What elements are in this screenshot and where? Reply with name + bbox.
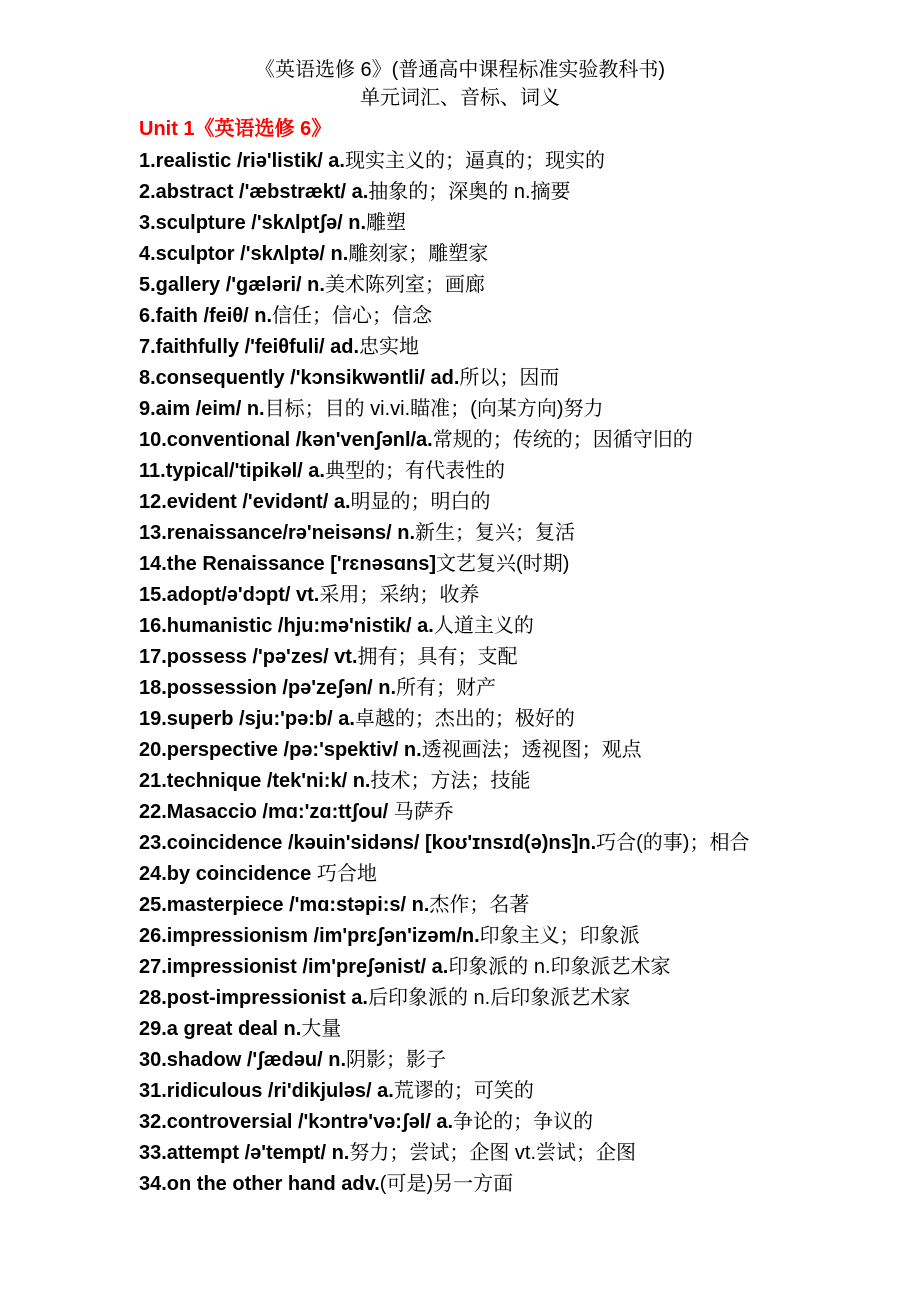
entry-meaning: 拥有；具有；支配 <box>357 646 518 668</box>
vocabulary-entry <box>139 580 789 611</box>
vocabulary-entry <box>139 890 789 921</box>
entry-word-phonetic: 17.possess /'pə'zes/ vt. <box>139 646 358 668</box>
vocabulary-entry <box>139 642 789 673</box>
entry-meaning: 巧合(的事)；相合 <box>596 832 750 854</box>
entry-word-phonetic: 2.abstract /'æbstrækt/ a. <box>139 181 369 203</box>
entry-word-phonetic: 28.post-impressionist a. <box>139 987 368 1009</box>
vocabulary-entry <box>139 425 789 456</box>
entry-meaning: 新生；复兴；复活 <box>415 522 576 544</box>
vocabulary-entry <box>139 487 789 518</box>
entry-word-phonetic: 5.gallery /'gæləri/ n. <box>139 274 325 296</box>
entry-meaning: 明显的；明白的 <box>350 491 491 513</box>
vocabulary-entry <box>139 1045 789 1076</box>
entry-meaning: 信任；信心；信念 <box>272 305 433 327</box>
entry-meaning: 技术；方法；技能 <box>370 770 531 792</box>
entry-word-phonetic: 8.consequently /'kɔnsikwəntli/ ad. <box>139 367 460 389</box>
entry-meaning: 目标；目的 vi.vi.瞄准；(向某方向)努力 <box>264 398 604 420</box>
entry-meaning: 印象主义；印象派 <box>479 925 640 947</box>
entry-meaning: 雕刻家；雕塑家 <box>348 243 489 265</box>
entry-meaning: 现实主义的；逼真的；现实的 <box>345 150 605 172</box>
entry-meaning: 雕塑 <box>366 212 407 234</box>
entry-word-phonetic: 14.the Renaissance ['rɛnəsɑns] <box>139 553 437 575</box>
vocabulary-entry <box>139 921 789 952</box>
vocabulary-entry <box>139 952 789 983</box>
entry-word-phonetic: 13.renaissance/rə'neisəns/ n. <box>139 522 416 544</box>
entry-word-phonetic: 30.shadow /'ʃædəu/ n. <box>139 1049 347 1071</box>
entry-word-phonetic: 32.controversial /'kɔntrə'və:ʃəl/ a. <box>139 1111 454 1133</box>
vocabulary-entry <box>139 1107 789 1138</box>
entry-word-phonetic: 11.typical/'tipikəl/ a. <box>139 460 325 482</box>
vocabulary-entry <box>139 673 789 704</box>
entry-word-phonetic: 33.attempt /ə'tempt/ n. <box>139 1142 350 1164</box>
vocabulary-entry <box>139 394 789 425</box>
document-title: 《英语选修 6》(普通高中课程标准实验教科书) <box>255 59 665 81</box>
entry-word-phonetic: 18.possession /pə'zeʃən/ n. <box>139 677 397 699</box>
vocabulary-entry <box>139 797 789 828</box>
entry-word-phonetic: 15.adopt/ə'dɔpt/ vt. <box>139 584 320 606</box>
entry-word-phonetic: 10.conventional /kən'venʃənl/a. <box>139 429 433 451</box>
entry-word-phonetic: 26.impressionism /im'prɛʃən'izəm/n. <box>139 925 480 947</box>
entry-meaning: 透视画法；透视图；观点 <box>421 739 642 761</box>
vocabulary-entry <box>139 332 789 363</box>
entry-word-phonetic: 1.realistic /riə'listik/ a. <box>139 150 345 172</box>
vocabulary-entry <box>139 828 789 859</box>
vocabulary-entry <box>139 859 789 890</box>
entry-word-phonetic: 25.masterpiece /'mɑ:stəpi:s/ n. <box>139 894 430 916</box>
entry-meaning: 所有；财产 <box>396 677 497 699</box>
vocabulary-entry <box>139 766 789 797</box>
entry-meaning: 文艺复兴(时期) <box>436 553 570 575</box>
document-subtitle: 单元词汇、音标、词义 <box>360 87 560 109</box>
entry-word-phonetic: 22.Masaccio /mɑ:'zɑ:ttʃou/ <box>139 801 394 823</box>
vocabulary-entry <box>139 177 789 208</box>
vocabulary-entry <box>139 270 789 301</box>
entry-meaning: 所以；因而 <box>459 367 560 389</box>
entry-word-phonetic: 12.evident /'evidənt/ a. <box>139 491 351 513</box>
entry-meaning: 典型的；有代表性的 <box>324 460 505 482</box>
entry-word-phonetic: 23.coincidence /kəuin'sidəns/ [koʊ'ɪnsɪd(ə)ns]n. <box>139 832 597 854</box>
entry-meaning: 争论的；争议的 <box>453 1111 594 1133</box>
entry-word-phonetic: 24.by coincidence <box>139 863 317 885</box>
entry-word-phonetic: 19.superb /sju:'pə:b/ a. <box>139 708 355 730</box>
entry-word-phonetic: 4.sculptor /'skʌlptə/ n. <box>139 243 349 265</box>
vocabulary-entry <box>139 301 789 332</box>
entry-word-phonetic: 6.faith /feiθ/ n. <box>139 305 273 327</box>
entry-word-phonetic: 34.on the other hand adv. <box>139 1173 380 1195</box>
entry-meaning: 努力；尝试；企图 vt.尝试；企图 <box>349 1142 637 1164</box>
entry-meaning: 马萨乔 <box>393 801 454 823</box>
entry-word-phonetic: 20.perspective /pə:'spektiv/ n. <box>139 739 422 761</box>
entry-meaning: 印象派的 n.印象派艺术家 <box>448 956 671 978</box>
vocabulary-entry <box>139 1076 789 1107</box>
entry-meaning: 阴影；影子 <box>346 1049 447 1071</box>
entry-word-phonetic: 29.a great deal n. <box>139 1018 302 1040</box>
entry-meaning: 美术陈列室；画廊 <box>324 274 485 296</box>
entry-meaning: 常规的；传统的；因循守旧的 <box>432 429 693 451</box>
entry-meaning: 杰作；名著 <box>429 894 530 916</box>
vocabulary-entry <box>139 611 789 642</box>
vocabulary-entry <box>139 239 789 270</box>
entry-word-phonetic: 31.ridiculous /ri'dikjuləs/ a. <box>139 1080 394 1102</box>
entry-meaning: 大量 <box>301 1018 342 1040</box>
vocabulary-entry <box>139 1169 789 1200</box>
entry-word-phonetic: 9.aim /eim/ n. <box>139 398 265 420</box>
entry-word-phonetic: 16.humanistic /hju:mə'nistik/ a. <box>139 615 434 637</box>
entry-meaning: 采用；采纳；收养 <box>319 584 480 606</box>
entry-meaning: 后印象派的 n.后印象派艺术家 <box>367 987 631 1009</box>
entry-word-phonetic: 3.sculpture /'skʌlptʃə/ n. <box>139 212 367 234</box>
entry-meaning: 巧合地 <box>316 863 377 885</box>
entry-meaning: 忠实地 <box>359 336 420 358</box>
entry-word-phonetic: 7.faithfully /'feiθfuli/ ad. <box>139 336 360 358</box>
vocabulary-entry <box>139 1138 789 1169</box>
entry-meaning: 卓越的；杰出的；极好的 <box>354 708 575 730</box>
entry-meaning: 人道主义的 <box>433 615 534 637</box>
vocabulary-entry <box>139 704 789 735</box>
vocabulary-entry <box>139 518 789 549</box>
vocabulary-entry <box>139 208 789 239</box>
entry-meaning: 荒谬的；可笑的 <box>393 1080 534 1102</box>
vocabulary-entry <box>139 146 789 177</box>
vocabulary-entry <box>139 735 789 766</box>
vocabulary-entry <box>139 549 789 580</box>
entry-word-phonetic: 27.impressionist /im'preʃənist/ a. <box>139 956 449 978</box>
entry-word-phonetic: 21.technique /tek'ni:k/ n. <box>139 770 371 792</box>
vocabulary-entry <box>139 456 789 487</box>
entry-meaning: 抽象的；深奥的 n.摘要 <box>368 181 571 203</box>
unit-heading: Unit 1《英语选修 6》 <box>139 118 332 140</box>
vocabulary-entry <box>139 363 789 394</box>
vocabulary-entry <box>139 983 789 1014</box>
entry-meaning: (可是)另一方面 <box>379 1173 514 1195</box>
vocabulary-list <box>139 146 789 1200</box>
vocabulary-entry <box>139 1014 789 1045</box>
